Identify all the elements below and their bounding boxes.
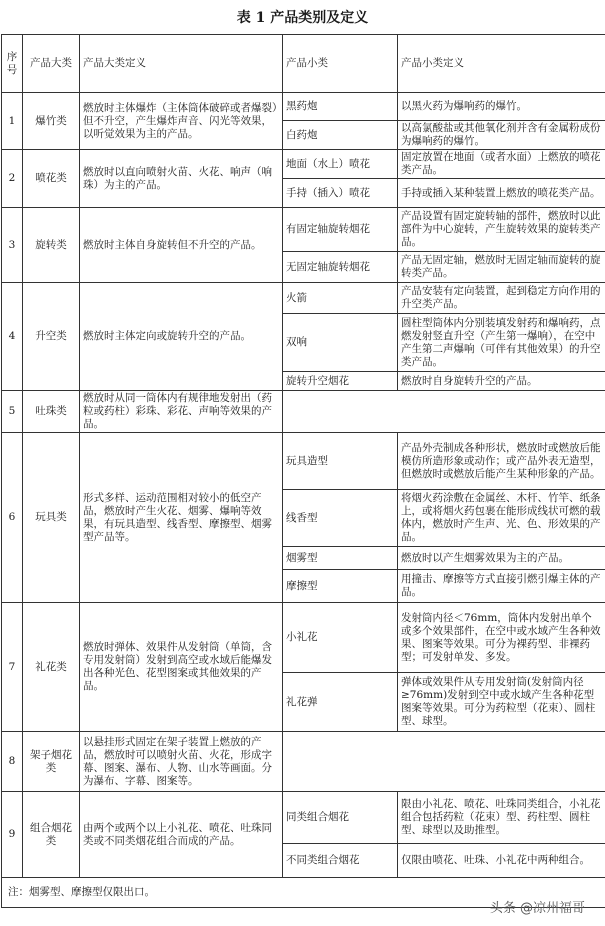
row-9-sub-1-def: 限由小礼花、喷花、吐珠同类组合，小礼花组合包括药粒（花束）型、药柱型、圆柱型、球型以及助推型。 <box>398 792 605 844</box>
header-sub-def: 产品小类定义 <box>398 35 605 93</box>
row-9-category: 组合烟花类 <box>23 792 80 878</box>
row-5-empty-cell <box>283 391 605 433</box>
watermark-text: 头条 @凉州福哥 <box>489 901 585 916</box>
row-4-sub-1-name: 火箭 <box>283 283 398 314</box>
row-3-sub-2-name: 无固定轴旋转烟花 <box>283 252 398 283</box>
header-no: 序号 <box>2 35 23 93</box>
table-note: 注：烟雾型、摩擦型仅限出口。 <box>2 878 605 908</box>
row-8-category: 架子烟花类 <box>23 732 80 792</box>
row-1-sub-2-name: 白药炮 <box>283 121 398 150</box>
row-6-sub-3-def: 燃放时以产生烟雾效果为主的产品。 <box>398 547 605 570</box>
row-7-def: 燃放时弹体、效果件从发射筒（单筒，含专用发射筒）发射到高空或水域后能爆发出各种光色、花型图案或其他效果的产品。 <box>80 603 283 732</box>
row-3-sub-1-name: 有固定轴旋转烟花 <box>283 208 398 252</box>
row-3-category: 旋转类 <box>23 208 80 283</box>
row-9-sub-1-name: 同类组合烟花 <box>283 792 398 844</box>
row-7-sub-1-def: 发射筒内径＜76mm，筒体内发射出单个或多个效果部件，在空中或水域产生各种效果、图案等效果。可分为裸药型、非裸药型；可发射单发、多发。 <box>398 603 605 673</box>
row-4-sub-2-def: 圆柱型筒体内分别装填发射药和爆响药，点燃发射竖直升空（产生第一爆响），在空中产生第二声爆响（可伴有其他效果）的升空类产品。 <box>398 314 605 372</box>
row-6-sub-2-name: 线香型 <box>283 490 398 547</box>
row-6-sub-1-name: 玩具造型 <box>283 433 398 490</box>
row-4-def: 燃放时主体定向或旋转升空的产品。 <box>80 283 283 391</box>
row-4-category: 升空类 <box>23 283 80 391</box>
row-7-sub-1-name: 小礼花 <box>283 603 398 673</box>
row-8-def: 以悬挂形式固定在架子装置上燃放的产品，燃放时可以喷射火苗、火花，形成字幕、图案、瀑布、人物、山水等画面。分为瀑布、字幕、图案等。 <box>80 732 283 792</box>
row-2-def: 燃放时以直向喷射火苗、火花、响声（响珠）为主的产品。 <box>80 150 283 208</box>
row-1-sub-2-def: 以高氯酸盐或其他氧化剂并含有金属粉成份为爆响药的爆竹。 <box>398 121 605 150</box>
row-4-sub-2-name: 双响 <box>283 314 398 372</box>
row-7-sub-2-name: 礼花弹 <box>283 673 398 732</box>
row-7-sub-2-def: 弹体或效果件从专用发射筒(发射筒内径≥76mm)发射到空中或水域产生各种花型图案等效果。可分为药粒型（花束）、圆柱型、球型。 <box>398 673 605 732</box>
row-4-sub-1-def: 产品安装有定向装置，起到稳定方向作用的升空类产品。 <box>398 283 605 314</box>
row-1-sub-1-def: 以黑火药为爆响药的爆竹。 <box>398 93 605 121</box>
row-7-no: 7 <box>2 603 23 732</box>
row-3-no: 3 <box>2 208 23 283</box>
row-9-def: 由两个或两个以上小礼花、喷花、吐珠同类或不同类烟花组合而成的产品。 <box>80 792 283 878</box>
row-6-no: 6 <box>2 433 23 603</box>
row-7-category: 礼花类 <box>23 603 80 732</box>
row-4-no: 4 <box>2 283 23 391</box>
table-title: 表 1 产品类别及定义 <box>236 10 369 26</box>
watermark <box>490 897 585 916</box>
row-3-sub-1-def: 产品设置有固定旋转轴的部件，燃放时以此部件为中心旋转，产生旋转效果的旋转类产品。 <box>398 208 605 252</box>
row-1-no: 1 <box>2 93 23 150</box>
row-2-sub-1-name: 地面（水上）喷花 <box>283 150 398 179</box>
product-category-table <box>1 34 605 908</box>
row-4-sub-3-def: 燃放时自身旋转升空的产品。 <box>398 372 605 391</box>
row-4-sub-3-name: 旋转升空烟花 <box>283 372 398 391</box>
row-6-category: 玩具类 <box>23 433 80 603</box>
row-6-sub-1-def: 产品外壳制成各种形状，燃放时或燃放后能模仿所造形象或动作；或产品外表无造型，但燃放时或燃放后能产生某种形象的产品。 <box>398 433 605 490</box>
row-3-sub-2-def: 产品无固定轴，燃放时无固定轴而旋转的旋转类产品。 <box>398 252 605 283</box>
row-2-sub-2-def: 手持或插入某种装置上燃放的喷花类产品。 <box>398 179 605 208</box>
row-5-category: 吐珠类 <box>23 391 80 433</box>
row-2-sub-2-name: 手持（插入）喷花 <box>283 179 398 208</box>
row-3-def: 燃放时主体自身旋转但不升空的产品。 <box>80 208 283 283</box>
row-1-def: 燃放时主体爆炸（主体筒体破碎或者爆裂）但不升空，产生爆炸声音、闪光等效果，以听觉效果为主的产品。 <box>80 93 283 150</box>
row-9-sub-2-def: 仅限由喷花、吐珠、小礼花中两种组合。 <box>398 844 605 878</box>
row-6-sub-2-def: 将烟火药涂敷在金属丝、木杆、竹竿、纸条上，或将烟火药包裹在能形成线状可燃的载体内，燃放时产生声、光、色、形效果的产品。 <box>398 490 605 547</box>
row-5-def: 燃放时从同一筒体内有规律地发射出（药粒或药柱）彩珠、彩花、声响等效果的产品。 <box>80 391 283 433</box>
row-1-category: 爆竹类 <box>23 93 80 150</box>
row-9-no: 9 <box>2 792 23 878</box>
row-6-def: 形式多样、运动范围相对较小的低空产品，燃放时产生火花、烟雾、爆响等效果，有玩具造型、线香型、摩擦型、烟雾型产品等。 <box>80 433 283 603</box>
row-6-sub-4-name: 摩擦型 <box>283 570 398 603</box>
row-8-empty-cell <box>283 732 605 792</box>
row-5-no: 5 <box>2 391 23 433</box>
row-2-sub-1-def: 固定放置在地面（或者水面）上燃放的喷花类产品。 <box>398 150 605 179</box>
row-9-sub-2-name: 不同类组合烟花 <box>283 844 398 878</box>
row-2-category: 喷花类 <box>23 150 80 208</box>
header-category-def: 产品大类定义 <box>80 35 283 93</box>
header-sub: 产品小类 <box>283 35 398 93</box>
row-6-sub-3-name: 烟雾型 <box>283 547 398 570</box>
row-2-no: 2 <box>2 150 23 208</box>
row-1-sub-1-name: 黑药炮 <box>283 93 398 121</box>
header-category: 产品大类 <box>23 35 80 93</box>
row-8-no: 8 <box>2 732 23 792</box>
row-6-sub-4-def: 用撞击、摩擦等方式直接引燃引爆主体的产品。 <box>398 570 605 603</box>
